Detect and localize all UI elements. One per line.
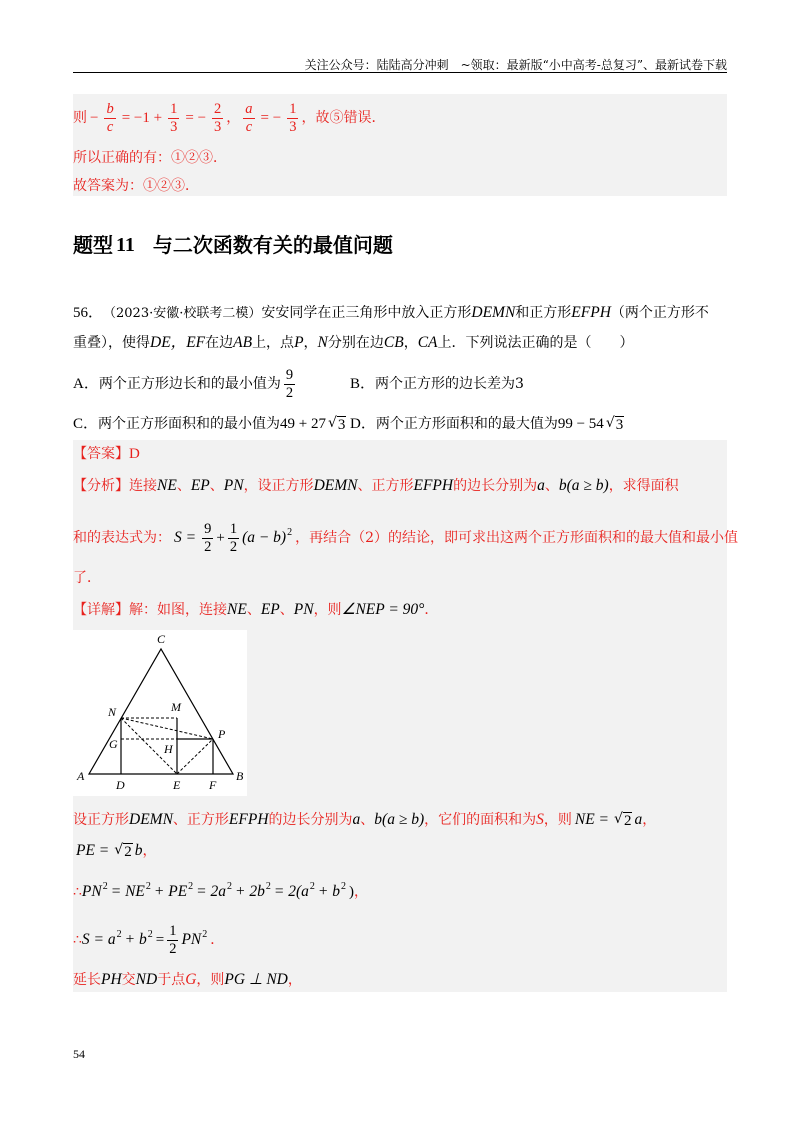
math-term: (a ≥ b) xyxy=(566,477,609,495)
numerator: a xyxy=(245,100,253,117)
math-expression: NE = xyxy=(574,811,610,829)
numerator: 2 xyxy=(214,100,222,117)
numerator: 1 xyxy=(170,100,178,117)
text-fragment: 故答案为：①②③． xyxy=(73,178,199,194)
fraction xyxy=(284,368,295,401)
label-a: A xyxy=(77,769,85,783)
math-term: EP xyxy=(260,601,280,619)
denominator: 3 xyxy=(289,118,297,135)
text-fragment: 和的表达式为： xyxy=(73,530,171,546)
heading-title: 与二次函数有关的最值问题 xyxy=(152,233,393,257)
header-text: 关注公众号：陆陆高分冲刺 ~领取：最新版“小中高考-总复习”、最新试卷下载 xyxy=(304,58,727,72)
text-fragment: ， xyxy=(353,884,368,900)
answer-line xyxy=(73,444,140,464)
label-g: G xyxy=(109,737,118,751)
radicand: 3 xyxy=(615,417,624,433)
squared-term xyxy=(124,929,153,949)
math-term: DE xyxy=(150,334,171,352)
exponent: 2 xyxy=(145,881,151,893)
question-line-1 xyxy=(73,302,709,324)
equals-sign: = xyxy=(155,931,165,948)
radical-sign: √ xyxy=(114,842,124,858)
text-fragment: 在边 xyxy=(205,335,234,351)
fraction xyxy=(104,102,115,135)
text-fragment: ，则 xyxy=(313,602,342,618)
text-fragment: 重叠），使得 xyxy=(73,335,150,351)
therefore-symbol: ∴ xyxy=(73,884,82,900)
text-fragment: ，则 xyxy=(543,812,572,828)
base: + b xyxy=(317,883,340,901)
segment-ep xyxy=(177,739,213,774)
squared-term xyxy=(273,881,315,901)
text-fragment: ， xyxy=(287,972,302,988)
math-term: EF xyxy=(186,334,206,352)
label-p: P xyxy=(218,727,226,741)
numerator: 9 xyxy=(204,520,212,537)
denominator: 2 xyxy=(229,538,238,555)
square-root xyxy=(114,842,132,860)
text-fragment: ， xyxy=(403,335,418,351)
math-term: EFPH xyxy=(413,477,454,495)
segment-np xyxy=(121,718,213,739)
base: S = a xyxy=(81,931,116,949)
math-term: DEMN xyxy=(129,811,173,829)
math-term: b xyxy=(558,477,567,495)
option-label: D． xyxy=(350,415,376,432)
math-expression: PE = xyxy=(76,842,110,860)
base: = NE xyxy=(110,883,145,901)
text-fragment: 、正方形 xyxy=(172,812,229,828)
prev-solution-line-1 xyxy=(73,100,385,136)
exponent: 2 xyxy=(188,881,194,893)
label-f: F xyxy=(209,778,217,792)
option-text: 两个正方形的边长差为3 xyxy=(375,376,524,392)
text-fragment: 上．下列说法正确的是（ ） xyxy=(437,335,634,351)
heading-number: 11 xyxy=(116,234,135,256)
analysis-line-1 xyxy=(73,475,679,497)
text-fragment: 、 xyxy=(544,478,559,494)
math-expression: = − xyxy=(260,109,282,126)
text-fragment: 延长 xyxy=(73,972,101,988)
squared-term xyxy=(181,929,208,949)
exponent: 2 xyxy=(287,527,293,539)
squared-term xyxy=(242,527,293,547)
closing-paren: ) xyxy=(348,883,354,900)
text-fragment: ． xyxy=(210,932,225,948)
numerator: b xyxy=(106,100,114,117)
squared-term xyxy=(235,881,271,901)
text-fragment: 、 xyxy=(209,478,224,494)
detail-line-6 xyxy=(73,969,302,991)
math-term: S xyxy=(536,811,544,829)
radical-sign: √ xyxy=(327,415,337,431)
option-a xyxy=(73,367,298,401)
fraction xyxy=(287,102,298,135)
text-fragment: 解：如图，连接 xyxy=(129,602,227,618)
math-term: b xyxy=(134,842,143,860)
denominator: 3 xyxy=(170,118,178,135)
squared-term xyxy=(317,881,346,901)
text-fragment: ，求得面积 xyxy=(608,478,679,494)
math-term: (a ≥ b) xyxy=(382,811,425,829)
exponent: 2 xyxy=(116,929,122,941)
text-fragment: ，故⑤错误． xyxy=(301,110,386,126)
page-number: 54 xyxy=(73,1047,85,1061)
text-fragment: 、 xyxy=(360,812,375,828)
math-term: a xyxy=(634,811,643,829)
question-source: （2023·安徽·校联考二模） xyxy=(103,305,262,321)
option-label: C． xyxy=(73,415,99,432)
detail-line-3 xyxy=(73,839,156,863)
detail-line-4 xyxy=(73,880,368,904)
exponent: 2 xyxy=(309,881,315,893)
math-term: ND xyxy=(135,971,158,989)
fraction xyxy=(212,102,223,135)
denominator: 2 xyxy=(285,384,294,401)
text-fragment: 则 xyxy=(73,110,87,126)
heading-label: 题型 xyxy=(73,233,113,257)
detail-line-1 xyxy=(73,599,438,621)
analysis-line-2 xyxy=(73,520,738,556)
label-c: C xyxy=(157,632,166,646)
base: + 2b xyxy=(235,883,265,901)
math-term: NE xyxy=(227,601,247,619)
math-term: DEMN xyxy=(471,304,516,322)
triangle-with-squares-diagram xyxy=(73,630,247,796)
math-term: EFPH xyxy=(571,304,611,322)
option-text: 两个正方形面积和的最大值为 xyxy=(375,416,558,432)
numerator: 9 xyxy=(285,366,294,383)
page-header xyxy=(305,57,727,73)
fraction xyxy=(243,102,254,135)
math-term: PN xyxy=(223,477,244,495)
label-h: H xyxy=(164,742,173,756)
base: = 2a xyxy=(196,883,227,901)
math-term: NE xyxy=(157,477,177,495)
text-fragment: ，再结合（2）的结论，即可求出这两个正方形面积和的最大值和最小值 xyxy=(295,530,739,546)
denominator: 3 xyxy=(214,118,222,135)
text-fragment: 和正方形 xyxy=(515,305,572,321)
exponent: 2 xyxy=(340,881,346,893)
detail-line-5 xyxy=(73,922,224,958)
option-text: 两个正方形边长和的最小值为 xyxy=(98,376,281,392)
square-root xyxy=(328,415,346,433)
numerator: 1 xyxy=(289,100,297,117)
square-root xyxy=(614,811,632,829)
text-fragment: ，设正方形 xyxy=(243,478,314,494)
math-expression: 49 + 27 xyxy=(280,415,326,432)
radicand: 3 xyxy=(337,417,346,433)
answer-tag: 【答案】 xyxy=(73,446,129,462)
base: (a − b) xyxy=(242,529,287,547)
text-fragment: ， xyxy=(303,335,318,351)
text-fragment: ． xyxy=(424,602,439,618)
analysis-tag: 【分析】 xyxy=(73,478,129,494)
text-fragment: 连接 xyxy=(129,478,157,494)
option-d xyxy=(350,412,626,436)
exponent: 2 xyxy=(147,929,153,941)
squared-term xyxy=(81,929,122,949)
fraction xyxy=(167,924,178,957)
answer-value: D xyxy=(129,445,140,462)
math-expression: ∠NEP = 90° xyxy=(341,601,425,619)
squared-term xyxy=(153,881,194,901)
fraction xyxy=(202,522,213,555)
detail-line-2 xyxy=(73,808,656,832)
text-fragment: 交 xyxy=(121,972,136,988)
prev-solution-line-2 xyxy=(73,148,227,168)
text-fragment: ， xyxy=(226,110,241,126)
question-line-2 xyxy=(73,332,634,354)
label-e: E xyxy=(173,778,181,792)
text-fragment: ， xyxy=(142,843,157,859)
square-root xyxy=(606,415,624,433)
option-b xyxy=(350,374,524,394)
math-term: AB xyxy=(233,334,253,352)
exponent: 2 xyxy=(227,881,233,893)
math-term: EP xyxy=(190,477,210,495)
text-fragment: ， xyxy=(642,812,657,828)
math-expression: PG ⊥ ND xyxy=(224,971,288,989)
text-fragment: 的边长分别为 xyxy=(453,478,538,494)
text-fragment: 、 xyxy=(279,602,294,618)
denominator: 2 xyxy=(204,538,212,555)
math-term: a xyxy=(537,477,545,495)
minus-sign: − xyxy=(90,109,99,126)
math-term: EFPH xyxy=(228,811,269,829)
therefore-symbol: ∴ xyxy=(73,932,82,948)
base: + b xyxy=(124,931,147,949)
option-label: B． xyxy=(350,375,376,392)
radical-sign: √ xyxy=(605,415,615,431)
math-term: PN xyxy=(293,601,314,619)
math-term: G xyxy=(185,971,197,989)
analysis-line-3 xyxy=(73,568,101,588)
prev-solution-line-3 xyxy=(73,176,199,196)
squared-term xyxy=(81,881,108,901)
base: PN xyxy=(81,883,102,901)
math-expression: 99 − 54 xyxy=(557,415,604,432)
option-c xyxy=(73,412,348,436)
option-text: 两个正方形面积和的最小值为 xyxy=(98,416,281,432)
text-fragment: 所以正确的有：①②③． xyxy=(73,150,227,166)
fraction xyxy=(228,522,239,555)
base: = 2(a xyxy=(273,883,309,901)
base: + PE xyxy=(153,883,188,901)
text-fragment: 分别在边 xyxy=(327,335,384,351)
text-fragment: 、 xyxy=(176,478,191,494)
math-term: ， xyxy=(170,334,187,352)
exponent: 2 xyxy=(202,929,208,941)
detail-tag: 【详解】 xyxy=(73,602,129,618)
label-b: B xyxy=(236,769,244,783)
radical-sign: √ xyxy=(614,811,623,827)
math-term: b xyxy=(374,811,383,829)
label-d: D xyxy=(116,778,125,792)
math-expression: S = xyxy=(174,529,197,547)
math-term: a xyxy=(352,811,361,829)
label-m: M xyxy=(171,700,181,714)
text-fragment: 上，点 xyxy=(252,335,295,351)
question-number: 56． xyxy=(73,304,104,321)
math-expression: = − xyxy=(185,109,207,126)
text-fragment: （两个正方形不 xyxy=(610,305,709,321)
text-fragment: 、正方形 xyxy=(357,478,414,494)
radicand: 2 xyxy=(623,813,632,829)
denominator: c xyxy=(245,118,253,135)
text-fragment: 、 xyxy=(246,602,261,618)
text-fragment: 安安同学在正三角形中放入正方形 xyxy=(261,305,472,321)
text-fragment: ，它们的面积和为 xyxy=(424,812,537,828)
exponent: 2 xyxy=(102,881,108,893)
squared-term xyxy=(110,881,151,901)
math-term: PH xyxy=(101,971,122,989)
fraction xyxy=(168,102,179,135)
math-term: P xyxy=(294,334,304,352)
denominator: 2 xyxy=(169,940,177,957)
denominator: c xyxy=(106,118,114,135)
squared-term xyxy=(196,881,233,901)
plus-sign: + xyxy=(216,529,225,546)
section-heading xyxy=(73,232,393,258)
numerator: 1 xyxy=(169,922,177,939)
label-n: N xyxy=(108,705,117,719)
text-fragment: 的边长分别为 xyxy=(268,812,353,828)
text-fragment: 于点 xyxy=(157,972,186,988)
radicand: 2 xyxy=(124,844,132,860)
math-term: DEMN xyxy=(313,477,358,495)
header-rule xyxy=(73,72,727,73)
math-term: N xyxy=(317,334,328,352)
math-term: CB xyxy=(383,334,404,352)
exponent: 2 xyxy=(265,881,271,893)
math-term: CA xyxy=(417,334,438,352)
base: PN xyxy=(181,931,202,949)
text-fragment: ，则 xyxy=(196,972,225,988)
math-expression: = −1 + xyxy=(121,109,163,126)
text-fragment: 了． xyxy=(73,570,101,586)
geometry-figure xyxy=(73,630,247,796)
text-fragment: 设正方形 xyxy=(73,812,129,828)
numerator: 1 xyxy=(229,520,238,537)
option-label: A． xyxy=(73,375,99,392)
